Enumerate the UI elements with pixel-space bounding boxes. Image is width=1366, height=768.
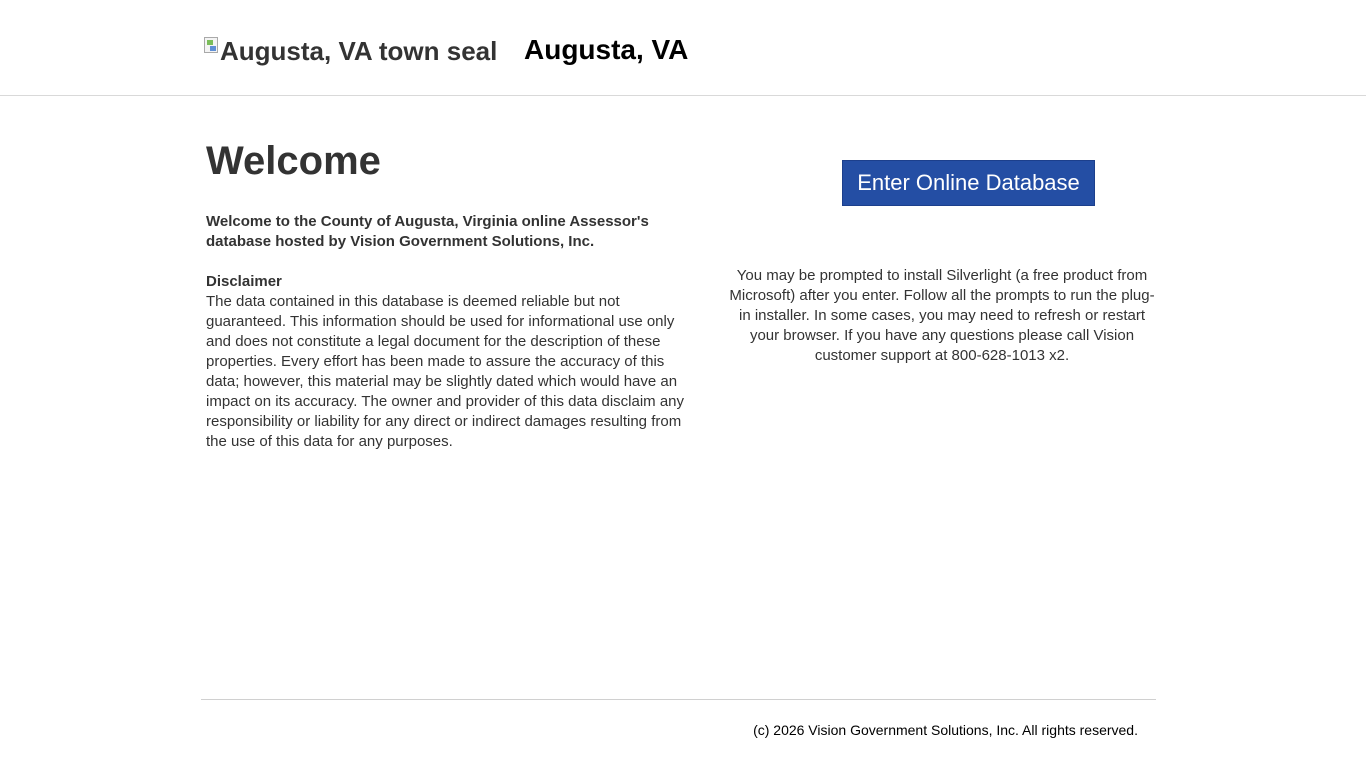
page-title: Welcome <box>206 139 381 183</box>
town-seal-alt-text: Augusta, VA town seal <box>220 36 498 66</box>
page-header <box>0 0 1366 96</box>
welcome-intro: Welcome to the County of Augusta, Virginia online Assessor's database hosted by Vision Government Solutions, Inc. <box>206 213 649 250</box>
town-name: Augusta, VA <box>524 34 689 65</box>
footer-divider <box>201 699 1156 700</box>
disclaimer-heading: Disclaimer <box>206 273 282 290</box>
silverlight-notice: You may be prompted to install Silverlight (a free product from Microsoft) after you enter. Follow all the prompts to run the plug-in installer. In some cases, you may need to refresh or restart your browser. If you have any questions please call Vision customer support at 800-628-1013 x2. <box>729 267 1155 364</box>
enter-online-database-button[interactable]: Enter Online Database <box>842 160 1095 206</box>
copyright-notice: (c) 2026 Vision Government Solutions, Inc. All rights reserved. <box>753 722 1138 738</box>
disclaimer-text: The data contained in this database is deemed reliable but not guaranteed. This information should be used for informational use only and does not constitute a legal document for the description of these properties. Every effort has been made to assure the accuracy of this data; however, this material may be slightly dated which would have an impact on its accuracy. The owner and provider of this data disclaim any responsibility or liability for any direct or indirect damages resulting from the use of this data for any purposes. <box>206 293 685 450</box>
broken-image-icon <box>204 37 218 53</box>
town-seal-image <box>204 36 497 67</box>
